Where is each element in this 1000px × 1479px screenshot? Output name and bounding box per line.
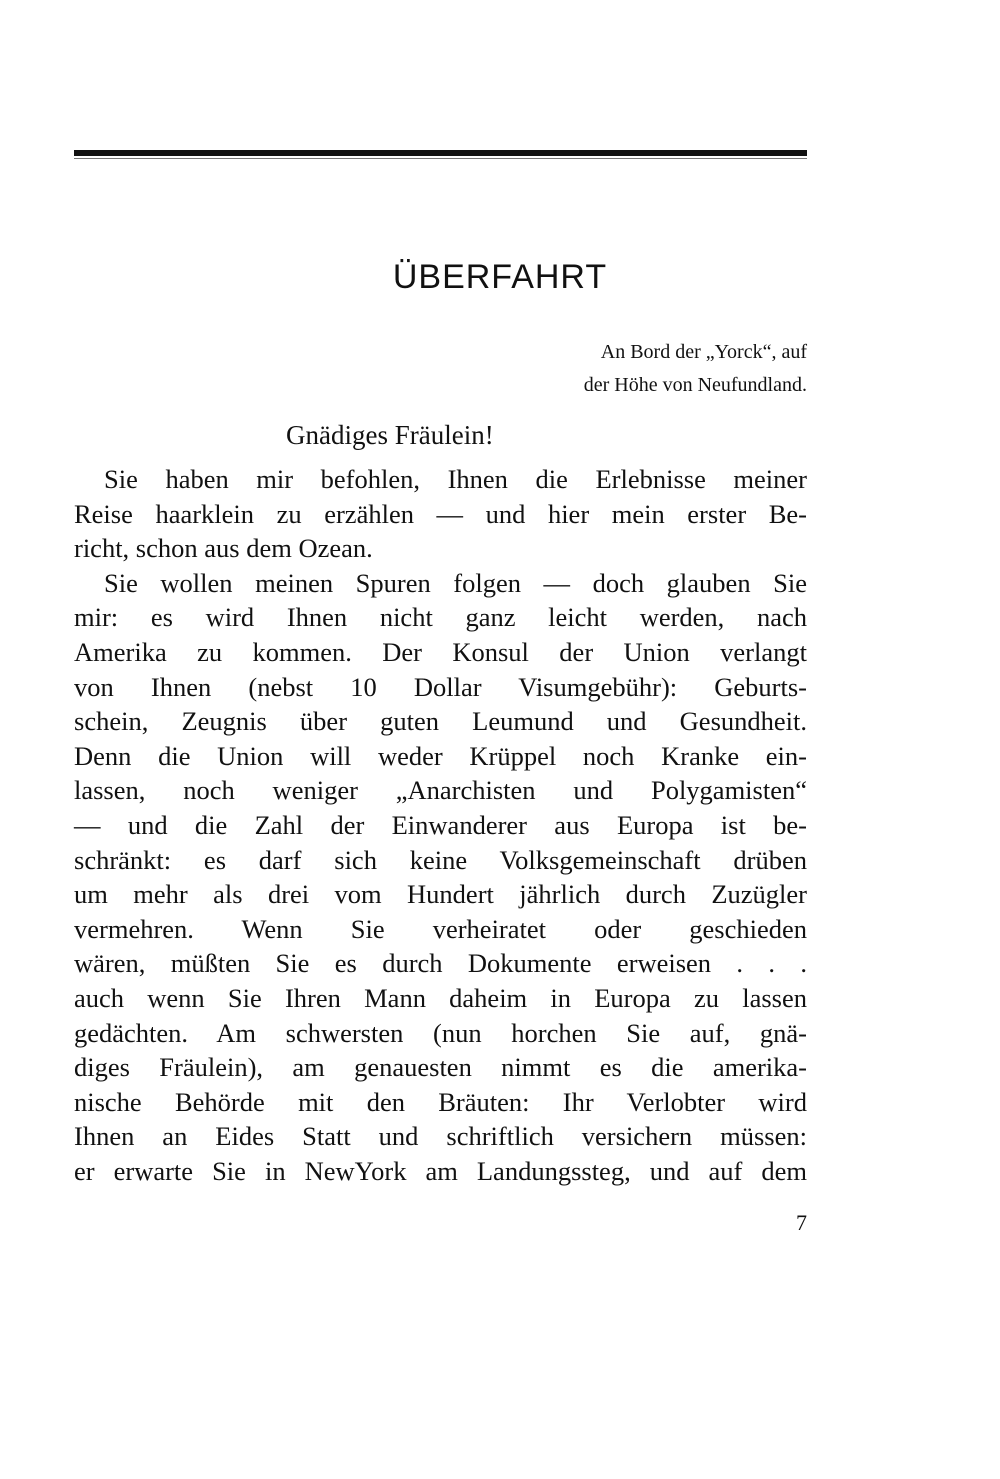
- text-line: schein, Zeugnis über guten Leumund und Gesundheit.: [74, 706, 807, 737]
- salutation: Gnädiges Fräulein!: [286, 420, 494, 450]
- text-line: wären, müßten Sie es durch Dokumente erweisen . . .: [74, 948, 807, 979]
- header-rule: [74, 150, 807, 156]
- chapter-title: ÜBERFAHRT: [392, 258, 608, 296]
- text-line: von Ihnen (nebst 10 Dollar Visumgebühr): Geburts-: [74, 671, 807, 702]
- text-line: auch wenn Sie Ihren Mann daheim in Europa zu lassen: [74, 982, 807, 1013]
- text-line: um mehr als drei vom Hundert jährlich durch Zuzügler: [74, 879, 807, 910]
- text-line: lassen, noch weniger „Anarchisten und Polygamisten“: [74, 775, 807, 806]
- text-line: Reise haarklein zu erzählen — und hier mein erster Be-: [74, 498, 807, 529]
- text-line: vermehren. Wenn Sie verheiratet oder geschieden: [74, 913, 807, 944]
- text-line: schränkt: es darf sich keine Volksgemeinschaft drüben: [74, 844, 807, 875]
- dateline-line: der Höhe von Neufundland.: [583, 374, 807, 396]
- text-line: diges Fräulein), am genauesten nimmt es die amerika-: [74, 1052, 807, 1083]
- dateline: [584, 336, 807, 402]
- text-line: Sie wollen meinen Spuren folgen — doch glauben Sie: [104, 567, 807, 598]
- text-line: Amerika zu kommen. Der Konsul der Union verlangt: [74, 636, 807, 667]
- body-text: [74, 462, 807, 1188]
- text-line: nische Behörde mit den Bräuten: Ihr Verlobter wird: [74, 1086, 807, 1117]
- text-line: Denn die Union will weder Krüppel noch Kranke ein-: [74, 740, 807, 771]
- text-line: mir: es wird Ihnen nicht ganz leicht werden, nach: [74, 602, 807, 633]
- header-rule-shadow: [74, 158, 807, 159]
- text-line: — und die Zahl der Einwanderer aus Europa ist be-: [74, 809, 807, 840]
- text-line: gedächten. Am schwersten (nun horchen Sie auf, gnä-: [74, 1017, 807, 1048]
- page-number: 7: [796, 1210, 807, 1235]
- text-line: Ihnen an Eides Statt und schriftlich versichern müssen:: [74, 1121, 807, 1152]
- text-line: Sie haben mir befohlen, Ihnen die Erlebnisse meiner: [104, 464, 807, 494]
- text-line: er erwarte Sie in NewYork am Landungssteg, und auf dem: [74, 1155, 807, 1186]
- text-line: richt, schon aus dem Ozean.: [74, 533, 373, 564]
- dateline-line: An Bord der „Yorck“, auf: [600, 341, 807, 363]
